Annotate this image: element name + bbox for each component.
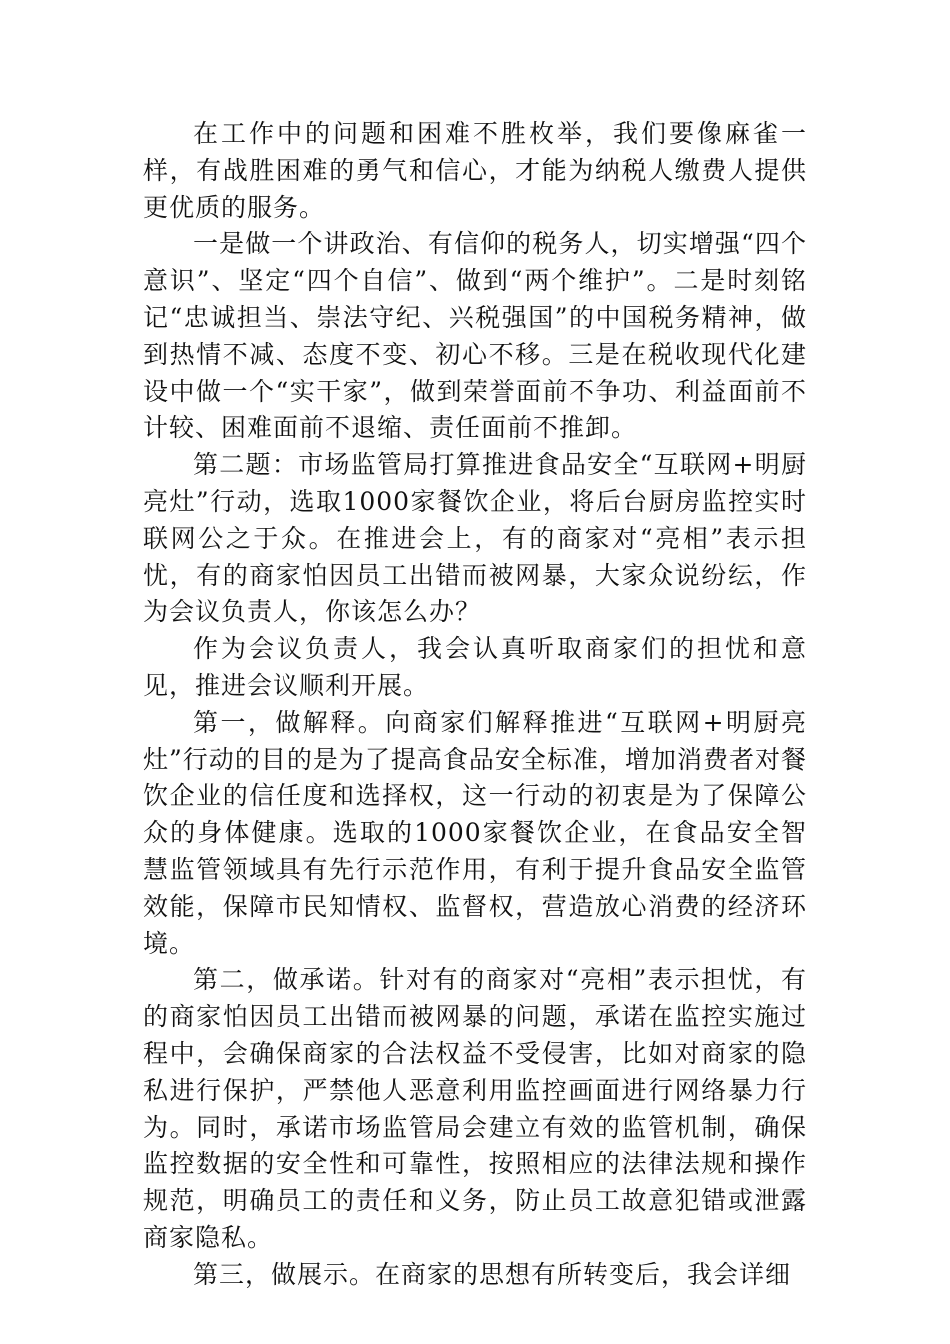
paragraph-first-explain: 第一，做解释。向商家们解释推进“互联网+明厨亮灶”行动的目的是为了提高食品安全标准，增加消费者对餐饮企业的信任度和选择权，这一行动的初衷是为了保障公众的身体健康。选取的1000家餐饮企业，在食品安全智慧监管领域具有先行示范作用，有利于提升食品安全监管效能，保障市民知情权、监督权，营造放心消费的经济环境。 xyxy=(143,707,807,958)
paragraph-third-show: 第三，做展示。在商家的思想有所转变后，我会详细 xyxy=(193,1259,792,1289)
paragraph-three-points: 一是做一个讲政治、有信仰的税务人，切实增强“四个意识”、坚定“四个自信”、做到“两个维护”。二是时刻铭记“忠诚担当、崇法守纪、兴税强国”的中国税务精神，做到热情不减、态度不变、初心不移。三是在税收现代化建设中做一个“实干家”，做到荣誉面前不争功、利益面前不计较、困难面前不退缩、责任面前不推卸。 xyxy=(143,229,807,443)
document-body xyxy=(143,116,807,1294)
paragraph-second-promise: 第二，做承诺。针对有的商家对“亮相”表示担忧，有的商家怕因员工出错而被网暴的问题，承诺在监控实施过程中，会确保商家的合法权益不受侵害，比如对商家的隐私进行保护，严禁他人恶意利用监控画面进行网络暴力行为。同时，承诺市场监管局会建立有效的监管机制，确保监控数据的安全性和可靠性，按照相应的法律法规和操作规范，明确员工的责任和义务，防止员工故意犯错或泄露商家隐私。 xyxy=(143,965,807,1252)
paragraph-intro: 在工作中的问题和困难不胜枚举，我们要像麻雀一样，有战胜困难的勇气和信心，才能为纳税人缴费人提供更优质的服务。 xyxy=(143,119,807,222)
paragraph-answer-opening: 作为会议负责人，我会认真听取商家们的担忧和意见，推进会议顺利开展。 xyxy=(143,634,807,700)
paragraph-question-two: 第二题：市场监管局打算推进食品安全“互联网+明厨亮灶”行动，选取1000家餐饮企业，将后台厨房监控实时联网公之于众。在推进会上，有的商家对“亮相”表示担忧，有的商家怕因员工出错而被网暴，大家众说纷纭，作为会议负责人，你该怎么办？ xyxy=(143,450,807,627)
